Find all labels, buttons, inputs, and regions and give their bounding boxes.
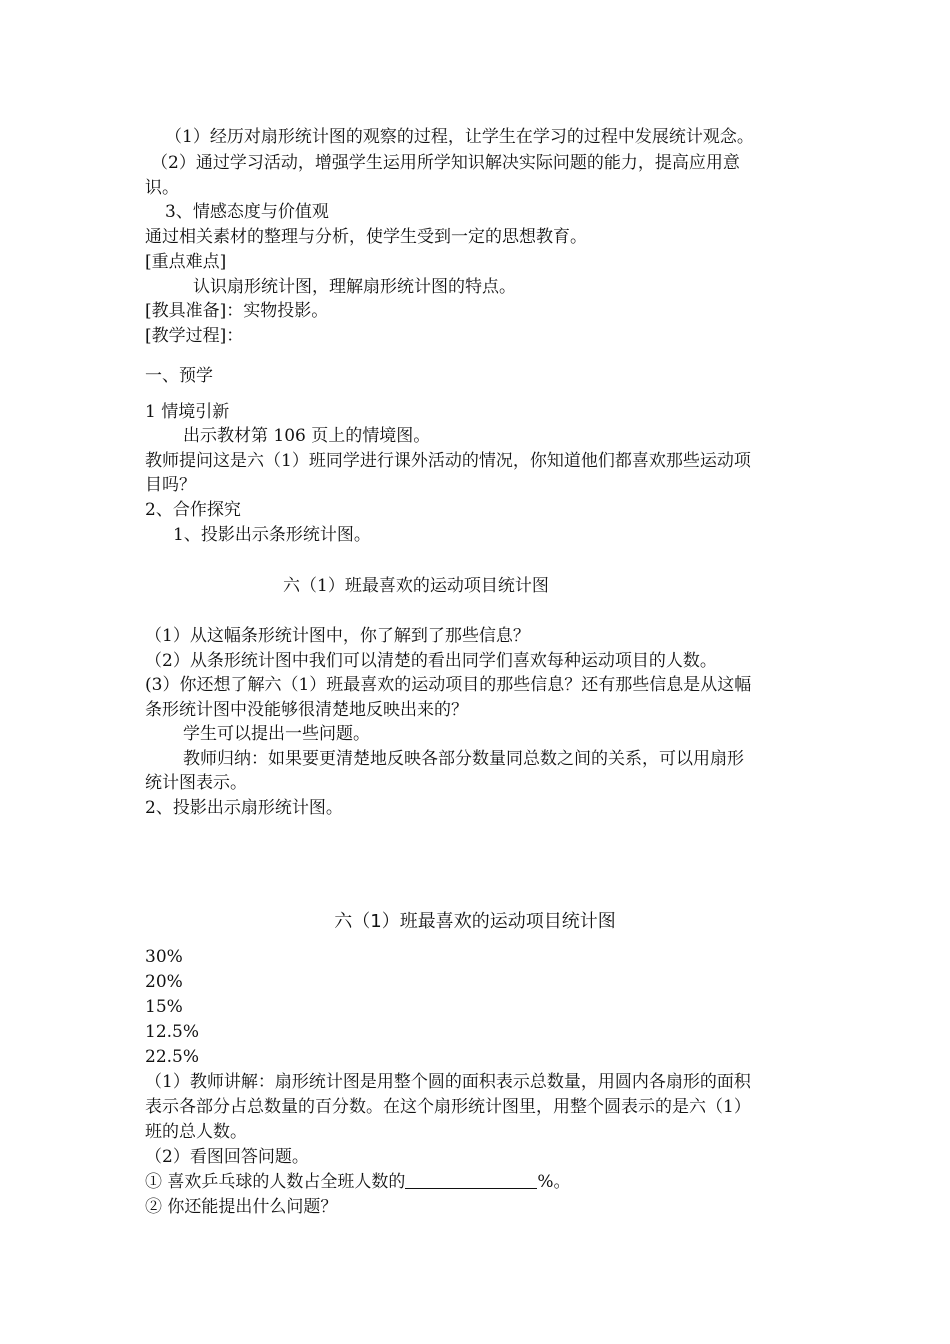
goal-1: （1）经历对扇形统计图的观察的过程，让学生在学习的过程中发展统计观念。 xyxy=(165,127,754,147)
students-line: 学生可以提出一些问题。 xyxy=(183,724,370,744)
goal-2-line-1: （2）通过学习活动，增强学生运用所学知识解决实际问题的能力，提高应用意 xyxy=(151,153,740,173)
explain-line-3: 班的总人数。 xyxy=(145,1122,247,1142)
look-question: （2）看图回答问题。 xyxy=(145,1147,309,1167)
pie-label: 20% xyxy=(145,972,183,992)
question-3-line-2: 条形统计图中没能够很清楚地反映出来的？ xyxy=(145,700,468,720)
process-heading: [教学过程]： xyxy=(145,326,244,346)
key-points-label: [重点难点] xyxy=(145,252,227,272)
teacher-question-line-1: 教师提问这是六（1）班同学进行课外活动的情况，你知道他们都喜欢那些运动项 xyxy=(145,451,751,471)
bar-chart-title: 六（1）班最喜欢的运动项目统计图 xyxy=(283,576,549,596)
summary-line-2: 统计图表示。 xyxy=(145,773,247,793)
pie-chart-title: 六（1）班最喜欢的运动项目统计图 xyxy=(334,911,616,932)
question-3-line-1: (3）你还想了解六（1）班最喜欢的运动项目的那些信息？还有那些信息是从这幅 xyxy=(145,675,752,695)
question-1: （1）从这幅条形统计图中，你了解到了那些信息？ xyxy=(145,626,530,646)
step-2-1: 1、投影出示条形统计图。 xyxy=(173,525,371,545)
fill-in-suffix: %。 xyxy=(537,1172,571,1192)
summary-line-1: 教师归纳：如果要更清楚地反映各部分数量同总数之间的关系，可以用扇形 xyxy=(183,749,744,769)
pie-label: 15% xyxy=(145,997,183,1017)
fill-in-prefix: ① 喜欢乒乓球的人数占全班人数的 xyxy=(145,1172,406,1192)
explain-line-1: （1）教师讲解：扇形统计图是用整个圆的面积表示总数量，用圆内各扇形的面积 xyxy=(145,1072,751,1092)
step-1-text: 出示教材第 106 页上的情境图。 xyxy=(183,426,431,446)
tools-line: [教具准备]：实物投影。 xyxy=(145,301,329,321)
section-3-text: 通过相关素材的整理与分析，使学生受到一定的思想教育。 xyxy=(145,227,587,247)
step-2-2: 2、投影出示扇形统计图。 xyxy=(145,798,343,818)
explain-line-2: 表示各部分占总数量的百分数。在这个扇形统计图里，用整个圆表示的是六（1） xyxy=(145,1097,751,1117)
goal-2-line-2: 识。 xyxy=(145,178,179,198)
pie-label: 12.5% xyxy=(145,1022,200,1042)
section-3-heading: 3、情感态度与价值观 xyxy=(165,202,329,222)
answer-blank xyxy=(405,1171,537,1189)
question-2: （2）从条形统计图中我们可以清楚的看出同学们喜欢每种运动项目的人数。 xyxy=(145,651,717,671)
pie-label: 22.5% xyxy=(145,1047,200,1067)
ask-question: ② 你还能提出什么问题？ xyxy=(145,1197,338,1217)
fill-in-question xyxy=(145,1170,571,1194)
pie-label: 30% xyxy=(145,947,183,967)
step-1-heading: 1 情境引新 xyxy=(145,402,230,422)
teacher-question-line-2: 目吗？ xyxy=(145,475,196,495)
step-2-heading: 2、合作探究 xyxy=(145,500,241,520)
part-1-heading: 一、预学 xyxy=(145,366,213,386)
key-points-text: 认识扇形统计图，理解扇形统计图的特点。 xyxy=(193,277,516,297)
